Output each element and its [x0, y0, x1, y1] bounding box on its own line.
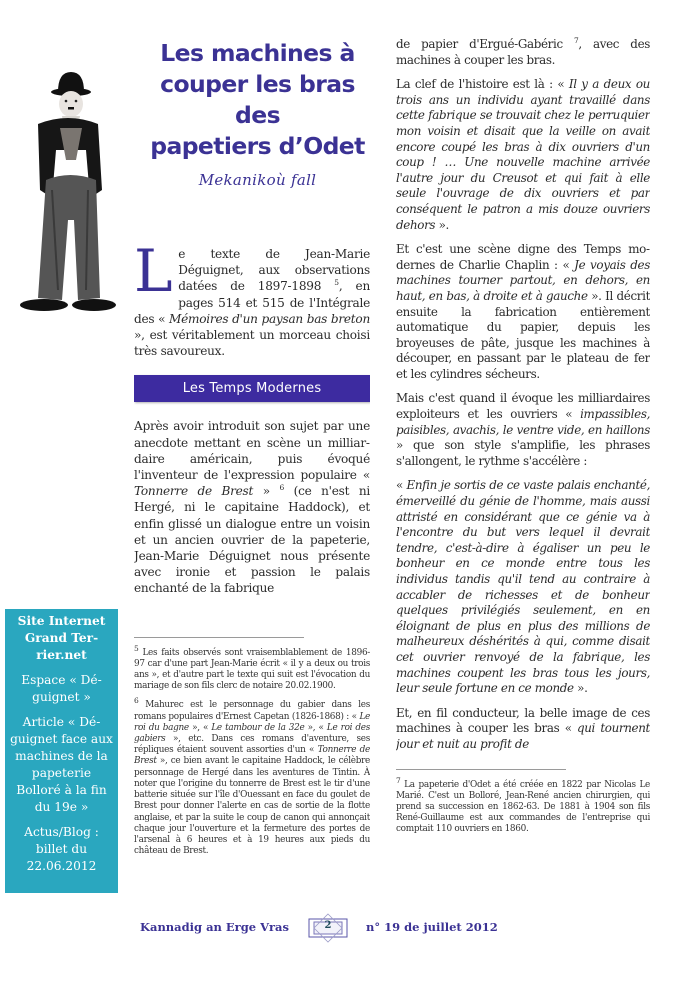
- issue-label: n° 19 de juillet 2012: [366, 920, 498, 934]
- title-line: papetiers d’Odet: [150, 132, 365, 160]
- paragraph: [134, 418, 370, 596]
- article-subtitle: Mekanikoù fall: [198, 171, 317, 189]
- text: Après avoir introduit son sujet par une anecdote mettant en scène un milliardaire américain, puis évoqué l'inventeur de l'expression populaire «: [134, 419, 370, 483]
- sidebar-title: Site Internet Grand Terrier.net: [17, 614, 106, 662]
- footnote-text: La papeterie d'Odet a été créée en 1822 par Nicolas Le Marié. C'est un Bolloré, Jean-René ancien chirurgien, qui prend sa succession en 1862-63. De 1881 à 1904 son fils René-Guillaume est aux commandes de l'entreprise qui comptait 110 ouvriers en 1860.: [396, 779, 650, 835]
- quote: impassibles, paisibles, avachis, le ventre vide, en haillons: [396, 407, 650, 437]
- text: La clef de l'histoire est là : «: [396, 77, 569, 92]
- text: », est véritablement un morceau choisi très savoureux.: [134, 328, 370, 359]
- footnote-number: 6: [134, 696, 139, 706]
- text: Et c'est une scène digne des Temps modernes de Charlie Chaplin : «: [396, 242, 650, 272]
- sidebar-link-article[interactable]: Article « Déguignet face aux machines de la papeterie Bolloré à la fin du 19e »: [10, 715, 113, 814]
- footnote-7: [396, 775, 650, 836]
- footnote-6: [134, 696, 370, 857]
- quote: Il y a deux ou trois ans un individu ayant travaillé dans cette fabrique se trouvait chez le perruquier mon voisin et disait que la veille on avait encore coupé les bras à dix ouvriers d'un coup ! … Une nouvelle machine arrivée l'autre jour du Creusot et qui fait à elle seule l'ouvrage de dix ouvriers et par conséquent le patron a mis douze ouvriers dehors: [396, 77, 650, 232]
- quote: qui tournent jour et nuit au profit de: [396, 721, 650, 751]
- intro-paragraph: [134, 246, 370, 359]
- quote: Enfin je sortis de ce vaste palais enchanté, émerveillé du génie de l'homme, mais aussi attristé en considérant que ce génie va à l'encontre du but vers lequel il devrait tendre, c'est-à-dire à égaliser un peu le bonheur en ce monde entre tous les individus tandis qu'il tend au contraire à accabler de richesses et de bonheur quelques privilégiés seulement, en en éloignant de plus en plus des millions de malheureux déshérités à qui, comme disait cet ouvrier renvoyé de la fabrique, les machines coupent les bras tous les jours, leur seule fortune en ce monde: [396, 478, 650, 696]
- section-heading: Les Temps Modernes: [134, 375, 370, 402]
- page-number: 2: [324, 920, 332, 931]
- footnote-ref-5[interactable]: 5: [334, 278, 339, 288]
- quote: Tonnerre de Brest: [134, 745, 370, 767]
- footnote-text: », «: [188, 722, 212, 733]
- footnote-ref-7[interactable]: 7: [573, 37, 579, 46]
- footnote-5: [134, 643, 370, 693]
- book-title: Mémoires d'un paysan bas breton: [169, 311, 370, 326]
- text: Et, en fil conducteur, la belle image de ces machines à couper les bras «: [396, 705, 650, 736]
- footnote-text: », «: [304, 722, 327, 733]
- book-title: Le roi du bagne: [134, 711, 370, 733]
- right-column: [396, 37, 650, 907]
- paragraph: [396, 37, 650, 68]
- book-title: Le tambour de la 32e: [211, 722, 305, 733]
- sidebar-link-blog[interactable]: Actus/Blog : billet du 22.06.2012: [24, 825, 99, 873]
- text: , en pages 514 et 515 de l'Intégrale des «: [134, 279, 370, 326]
- sidebar-link-espace[interactable]: Espace « Déguignet »: [21, 673, 102, 704]
- title-line: couper les bras des: [160, 70, 355, 129]
- text: Mais c'est quand il évoque les milliardaires exploiteurs et les ouvriers «: [396, 391, 650, 422]
- sidebar-links-box: [5, 609, 118, 893]
- dropcap: L: [134, 246, 173, 305]
- text: de papier d'Ergué-Gabéric: [396, 37, 574, 51]
- page-footer: [130, 912, 530, 942]
- quote: Je voyais des machines tourner partout, en dehors, en haut, en bas, à droite et à gauche: [396, 257, 650, 303]
- footnote-text: », ce bien avant le capitaine Haddock, le célèbre personnage de Hergé dans les aventures de Tintin. À noter que l'origine du tonnerre de Brest est le tir d'une batterie située sur l'île d'Ouessant en face du goulet de Brest pour donner l'alerte en cas de sortie de la flotte anglaise, et par la suite le coup de canon qui annonçait chaque jour l'ouverture et la fermeture des portes de l'arsenal à 6 heures et à 19 heures aux pieds du château de Brest.: [134, 756, 370, 857]
- title-line: Les machines à: [160, 39, 355, 67]
- paragraph: [396, 706, 650, 753]
- book-title: Le roi des gabiers: [134, 722, 370, 745]
- page-number-badge: [308, 913, 348, 943]
- text: , avec des machines à couper les bras.: [396, 37, 650, 67]
- text: (ce n'est ni Hergé, ni le capitaine Haddock), et enfin glissé un dialogue entre un voisin et un ancien ouvrier de la papeterie, Jean-Marie Déguignet nous présente avec ironie et passion le palais enchanté de la fabrique: [134, 484, 370, 596]
- publication-name: Kannadig an Erge Vras: [140, 920, 289, 934]
- paragraph: [396, 242, 650, 382]
- text: »: [253, 484, 280, 499]
- paragraph: [396, 478, 650, 696]
- text: «: [396, 478, 407, 493]
- article-title: [140, 38, 375, 162]
- footnote-text: Les faits observés sont vraisemblablement de 1896-97 car d'une part Jean-Marie écrit « il y a deux ou trois ans », et d'autre part le texte qui suit est l'évocation du mariage de son fils clerc de notaire 20.02.1900.: [134, 647, 370, 692]
- charlie-chaplin-photo: [8, 30, 118, 320]
- left-column: [134, 246, 370, 906]
- footnote-text: », etc. Dans ces romans d'aventure, ses répliques étaient souvent assorties d'un «: [134, 734, 370, 756]
- text: ».: [435, 217, 449, 232]
- paragraph: [396, 391, 650, 469]
- footnote-number: 5: [134, 643, 139, 653]
- text: e texte de Jean-Marie Déguignet, aux observations datées de 1897-1898: [178, 247, 370, 294]
- footnote-text: Mahurec est le personnage du gabier dans les romans populaires d'Ernest Capetan (1826-1868) : «: [134, 700, 370, 722]
- title-block: [140, 38, 375, 189]
- text: » que son style s'amplifie, les phrases s'allongent, le rythme s'accélère :: [396, 438, 650, 468]
- paragraph: [396, 77, 650, 233]
- footnote-ref-6[interactable]: 6: [279, 483, 285, 493]
- quote: Tonnerre de Brest: [134, 484, 254, 499]
- footnote-number: 7: [396, 775, 401, 785]
- text: ».: [573, 681, 588, 696]
- text: ». Il décrit ensuite la fabrication entièrement automatique du papier, depuis les broyeuses de pâte, jusque les machines à découper, en passant par le plateau de fer et les cylindres sécheurs.: [396, 288, 650, 381]
